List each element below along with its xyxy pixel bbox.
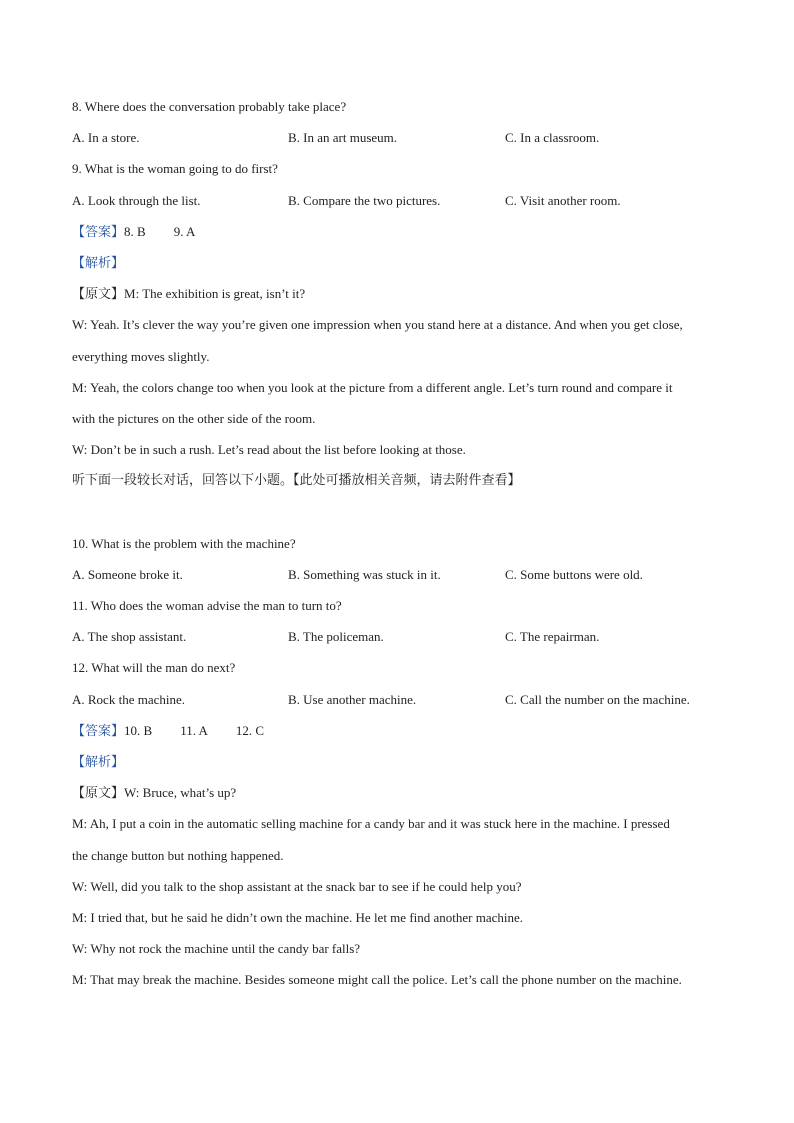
q8-option-c: C. In a classroom. bbox=[505, 130, 600, 146]
blank-spacer bbox=[72, 501, 728, 532]
question-10-options bbox=[72, 564, 728, 595]
transcript-1-line-6: W: Don’t be in such a rush. Let’s read about the list before looking at those. bbox=[72, 442, 466, 458]
q9-option-b: B. Compare the two pictures. bbox=[288, 192, 441, 208]
document-page bbox=[72, 96, 728, 1000]
q11-option-b: B. The policeman. bbox=[288, 629, 384, 645]
q10-option-c: C. Some buttons were old. bbox=[505, 566, 643, 582]
question-10: 10. What is the problem with the machine? bbox=[72, 535, 296, 551]
q12-option-b: B. Use another machine. bbox=[288, 691, 417, 707]
transcript-1-line-4: M: Yeah, the colors change too when you look at the picture from a different angle. Let’s turn round and compare it bbox=[72, 379, 673, 395]
question-8-options bbox=[72, 127, 728, 158]
transcript-2-line-4: W: Well, did you talk to the shop assistant at the snack bar to see if he could help you? bbox=[72, 878, 522, 894]
q9-option-c: C. Visit another room. bbox=[505, 192, 621, 208]
q12-option-c: C. Call the number on the machine. bbox=[505, 691, 690, 707]
question-8: 8. Where does the conversation probably take place? bbox=[72, 99, 347, 114]
q10-option-b: B. Something was stuck in it. bbox=[288, 566, 441, 582]
question-12-options bbox=[72, 689, 728, 720]
answer-line-2 bbox=[72, 720, 728, 751]
question-9-options bbox=[72, 190, 728, 221]
answer-line-1 bbox=[72, 221, 728, 252]
answer-label: 【答案】 bbox=[72, 723, 125, 739]
listening-instruction: 听下面一段较长对话，回答以下小题。【此处可播放相关音频，请去附件查看】 bbox=[72, 473, 521, 489]
transcript-2-line-1: 【原文】W: Bruce, what’s up? bbox=[72, 785, 237, 802]
question-12: 12. What will the man do next? bbox=[72, 660, 236, 676]
transcript-1-line-2: W: Yeah. It’s clever the way you’re given one impression when you stand here at a distance. And when you get close, bbox=[72, 317, 683, 333]
transcript-2-line-3: the change button but nothing happened. bbox=[72, 847, 284, 863]
q9-option-a: A. Look through the list. bbox=[72, 192, 201, 208]
answer-label: 【答案】 bbox=[72, 224, 125, 240]
transcript-2-line-7: M: That may break the machine. Besides someone might call the police. Let’s call the phone number on the machine. bbox=[72, 972, 682, 988]
q11-option-a: A. The shop assistant. bbox=[72, 629, 187, 645]
answer-11: 11. A bbox=[180, 722, 208, 738]
analysis-label-1: 【解析】 bbox=[72, 255, 125, 271]
transcript-2-line-2: M: Ah, I put a coin in the automatic selling machine for a candy bar and it was stuck here in the machine. I pressed bbox=[72, 816, 670, 832]
q8-option-b: B. In an art museum. bbox=[288, 130, 398, 146]
q11-option-c: C. The repairman. bbox=[505, 629, 600, 645]
transcript-2-line-6: W: Why not rock the machine until the candy bar falls? bbox=[72, 941, 361, 957]
transcript-2-line-5: M: I tried that, but he said he didn’t own the machine. He let me find another machine. bbox=[72, 909, 524, 925]
question-9: 9. What is the woman going to do first? bbox=[72, 161, 278, 177]
question-11: 11. Who does the woman advise the man to turn to? bbox=[72, 598, 342, 613]
transcript-label: 【原文】 bbox=[72, 786, 125, 802]
transcript-1-line-1: 【原文】M: The exhibition is great, isn’t it? bbox=[72, 286, 306, 303]
transcript-1-line-5: with the pictures on the other side of the room. bbox=[72, 410, 316, 426]
answer-12: 12. C bbox=[235, 722, 265, 738]
analysis-label-2: 【解析】 bbox=[72, 754, 125, 770]
q10-option-a: A. Someone broke it. bbox=[72, 566, 183, 582]
question-11-options bbox=[72, 626, 728, 657]
q12-option-a: A. Rock the machine. bbox=[72, 691, 185, 707]
transcript-1-line-3: everything moves slightly. bbox=[72, 348, 210, 364]
answer-10: 10. B bbox=[124, 722, 153, 738]
answer-9: 9. A bbox=[173, 223, 196, 239]
transcript-label: 【原文】 bbox=[72, 287, 125, 303]
answer-8: 8. B bbox=[124, 223, 146, 239]
q8-option-a: A. In a store. bbox=[72, 130, 140, 146]
